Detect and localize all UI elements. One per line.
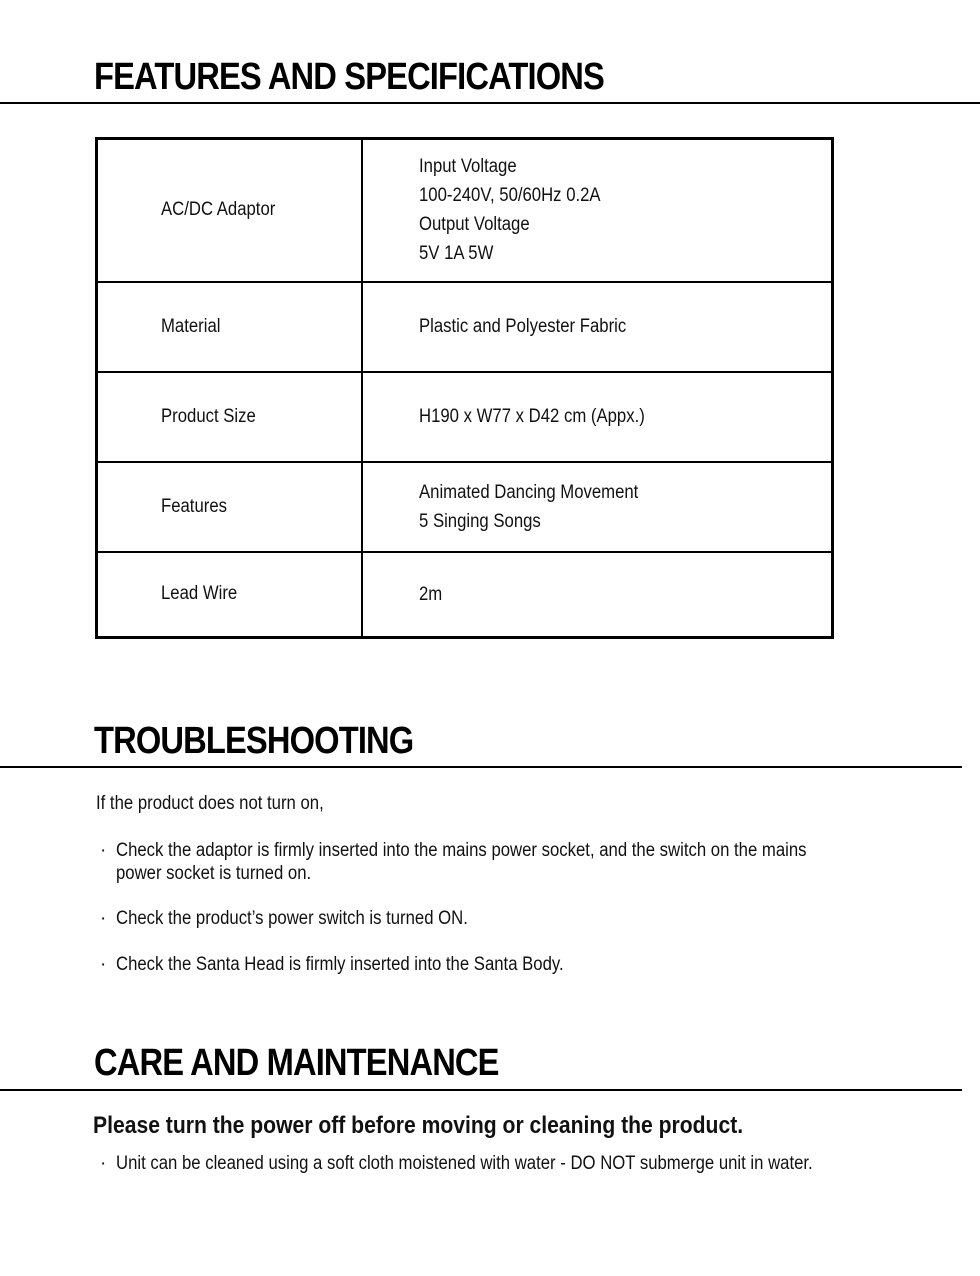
bullet-icon: · xyxy=(100,840,107,861)
spec-label: Features xyxy=(97,462,363,552)
table-row xyxy=(97,462,833,552)
table-row xyxy=(97,372,833,462)
bullet-icon: · xyxy=(100,1153,107,1174)
spec-label: Material xyxy=(97,282,363,372)
bullet-icon: · xyxy=(100,908,107,929)
troubleshooting-intro: If the product does not turn on, xyxy=(96,793,324,814)
features-heading: FEATURES AND SPECIFICATIONS xyxy=(94,56,604,98)
spec-label: Lead Wire xyxy=(97,552,363,638)
care-divider xyxy=(0,1089,962,1091)
spec-value: 2m xyxy=(362,552,833,638)
spec-value: Input Voltage 100-240V, 50/60Hz 0.2A Output Voltage 5V 1A 5W xyxy=(362,139,833,282)
table-row xyxy=(97,282,833,372)
troubleshooting-divider xyxy=(0,766,962,768)
spec-value: Animated Dancing Movement 5 Singing Songs xyxy=(362,462,833,552)
table-row xyxy=(97,139,833,282)
care-heading: CARE AND MAINTENANCE xyxy=(94,1042,499,1084)
troubleshooting-heading: TROUBLESHOOTING xyxy=(94,720,414,762)
features-divider xyxy=(0,102,980,104)
bullet-icon: · xyxy=(100,954,107,975)
spec-value: H190 x W77 x D42 cm (Appx.) xyxy=(362,372,833,462)
specifications-table xyxy=(95,137,834,639)
spec-value: Plastic and Polyester Fabric xyxy=(362,282,833,372)
care-warning-note: Please turn the power off before moving or cleaning the product. xyxy=(93,1112,744,1139)
table-row xyxy=(97,552,833,638)
spec-label: Product Size xyxy=(97,372,363,462)
spec-label: AC/DC Adaptor xyxy=(97,139,363,282)
